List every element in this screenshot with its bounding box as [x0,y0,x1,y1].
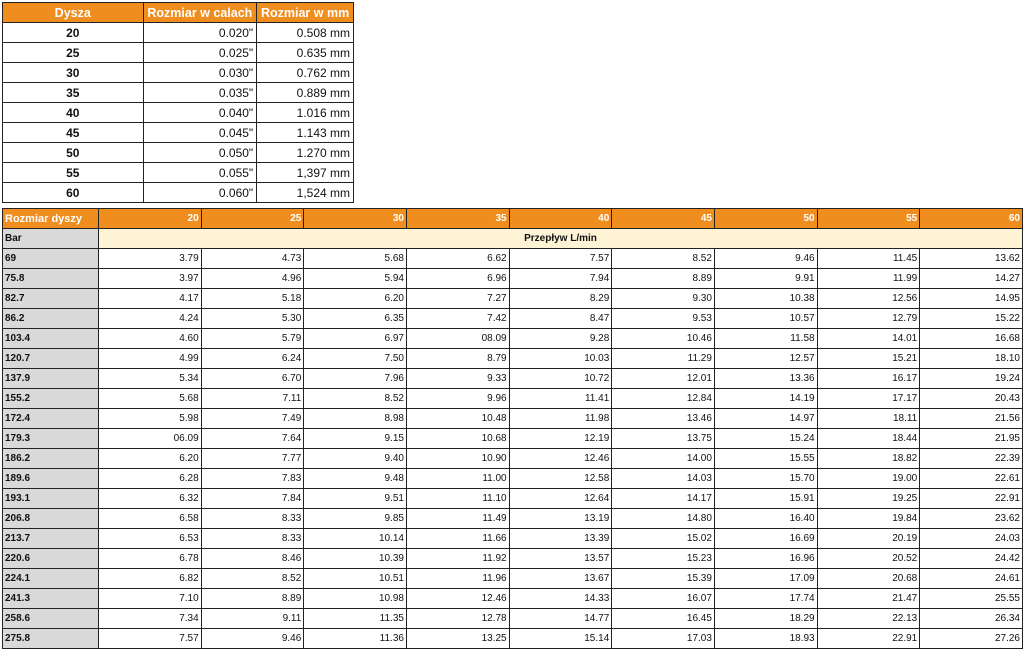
header-nozzle-55: 55 [817,209,920,229]
flow-value-cell: 4.24 [99,309,202,329]
table-row [3,509,1023,529]
flow-value-cell: 4.73 [201,249,304,269]
flow-value-cell: 11.99 [817,269,920,289]
flow-value-cell: 12.78 [406,609,509,629]
table-row [3,63,354,83]
flow-value-cell: 8.52 [304,389,407,409]
bar-cell: 275.8 [3,629,99,649]
flow-rate-table [2,208,1023,649]
flow-value-cell: 9.51 [304,489,407,509]
bar-cell: 69 [3,249,99,269]
bar-cell: 137.9 [3,369,99,389]
flow-value-cell: 16.40 [714,509,817,529]
flow-value-cell: 18.11 [817,409,920,429]
flow-value-cell: 22.61 [920,469,1023,489]
table-row [3,249,1023,269]
nozzle-cell: 45 [3,123,144,143]
flow-value-cell: 9.30 [612,289,715,309]
flow-value-cell: 16.45 [612,609,715,629]
size-inches-cell: 0.060" [143,183,257,203]
nozzle-cell: 55 [3,163,144,183]
flow-value-cell: 27.26 [920,629,1023,649]
flow-value-cell: 14.27 [920,269,1023,289]
bar-cell: 82.7 [3,289,99,309]
flow-value-cell: 24.03 [920,529,1023,549]
flow-value-cell: 14.80 [612,509,715,529]
flow-value-cell: 5.18 [201,289,304,309]
flow-value-cell: 15.91 [714,489,817,509]
flow-value-cell: 18.29 [714,609,817,629]
flow-value-cell: 9.40 [304,449,407,469]
flow-value-cell: 9.28 [509,329,612,349]
bar-cell: 241.3 [3,589,99,609]
flow-value-cell: 9.96 [406,389,509,409]
flow-value-cell: 5.94 [304,269,407,289]
flow-value-cell: 18.10 [920,349,1023,369]
flow-value-cell: 7.83 [201,469,304,489]
flow-value-cell: 11.98 [509,409,612,429]
flow-value-cell: 20.68 [817,569,920,589]
header-bar: Bar [3,229,99,249]
flow-value-cell: 22.13 [817,609,920,629]
bar-cell: 172.4 [3,409,99,429]
flow-value-cell: 22.91 [920,489,1023,509]
flow-value-cell: 19.25 [817,489,920,509]
flow-value-cell: 6.62 [406,249,509,269]
flow-value-cell: 11.92 [406,549,509,569]
flow-value-cell: 6.20 [304,289,407,309]
flow-value-cell: 16.68 [920,329,1023,349]
flow-value-cell: 10.72 [509,369,612,389]
flow-value-cell: 10.03 [509,349,612,369]
flow-value-cell: 9.91 [714,269,817,289]
flow-value-cell: 25.55 [920,589,1023,609]
size-inches-cell: 0.025" [143,43,257,63]
flow-value-cell: 10.57 [714,309,817,329]
bar-cell: 189.6 [3,469,99,489]
table-row [3,183,354,203]
nozzle-size-table [2,2,354,203]
flow-value-cell: 23.62 [920,509,1023,529]
flow-value-cell: 9.48 [304,469,407,489]
flow-value-cell: 4.17 [99,289,202,309]
table-row [3,629,1023,649]
flow-value-cell: 12.64 [509,489,612,509]
flow-value-cell: 9.33 [406,369,509,389]
bar-cell: 120.7 [3,349,99,369]
flow-value-cell: 5.68 [304,249,407,269]
flow-value-cell: 11.96 [406,569,509,589]
flow-value-cell: 6.97 [304,329,407,349]
flow-value-cell: 13.19 [509,509,612,529]
flow-value-cell: 15.02 [612,529,715,549]
flow-value-cell: 12.19 [509,429,612,449]
flow-value-cell: 17.03 [612,629,715,649]
table-row [3,23,354,43]
flow-value-cell: 10.14 [304,529,407,549]
flow-value-cell: 11.41 [509,389,612,409]
flow-value-cell: 6.20 [99,449,202,469]
flow-value-cell: 11.29 [612,349,715,369]
flow-value-cell: 10.90 [406,449,509,469]
flow-value-cell: 6.35 [304,309,407,329]
flow-value-cell: 19.24 [920,369,1023,389]
flow-value-cell: 3.97 [99,269,202,289]
flow-value-cell: 6.82 [99,569,202,589]
flow-value-cell: 5.30 [201,309,304,329]
flow-value-cell: 5.34 [99,369,202,389]
nozzle-size-header-row [3,3,354,23]
table-row [3,529,1023,549]
flow-value-cell: 11.36 [304,629,407,649]
table-row [3,143,354,163]
flow-value-cell: 22.39 [920,449,1023,469]
flow-value-cell: 7.27 [406,289,509,309]
flow-value-cell: 10.38 [714,289,817,309]
flow-value-cell: 15.70 [714,469,817,489]
table-row [3,569,1023,589]
size-mm-cell: 0.508 mm [257,23,354,43]
flow-value-cell: 6.70 [201,369,304,389]
flow-value-cell: 12.79 [817,309,920,329]
table-row [3,123,354,143]
header-size-inches: Rozmiar w calach [143,3,257,23]
flow-value-cell: 24.42 [920,549,1023,569]
size-inches-cell: 0.020" [143,23,257,43]
header-nozzle-45: 45 [612,209,715,229]
flow-value-cell: 10.68 [406,429,509,449]
flow-value-cell: 11.66 [406,529,509,549]
flow-value-cell: 6.58 [99,509,202,529]
header-nozzle-50: 50 [714,209,817,229]
flow-value-cell: 8.52 [612,249,715,269]
size-mm-cell: 1.270 mm [257,143,354,163]
header-nozzle-25: 25 [201,209,304,229]
flow-value-cell: 4.96 [201,269,304,289]
flow-value-cell: 13.36 [714,369,817,389]
flow-value-cell: 19.00 [817,469,920,489]
size-mm-cell: 1,397 mm [257,163,354,183]
table-row [3,489,1023,509]
flow-value-cell: 9.85 [304,509,407,529]
bar-cell: 206.8 [3,509,99,529]
nozzle-cell: 20 [3,23,144,43]
flow-value-cell: 6.78 [99,549,202,569]
flow-value-cell: 8.89 [201,589,304,609]
flow-value-cell: 11.45 [817,249,920,269]
flow-value-cell: 6.96 [406,269,509,289]
flow-value-cell: 7.64 [201,429,304,449]
header-size-mm: Rozmiar w mm [257,3,354,23]
flow-unit-row [3,229,1023,249]
flow-value-cell: 21.95 [920,429,1023,449]
flow-value-cell: 6.32 [99,489,202,509]
flow-value-cell: 19.84 [817,509,920,529]
flow-value-cell: 16.17 [817,369,920,389]
bar-cell: 86.2 [3,309,99,329]
flow-value-cell: 13.62 [920,249,1023,269]
header-nozzle-60: 60 [920,209,1023,229]
size-inches-cell: 0.045" [143,123,257,143]
flow-value-cell: 12.56 [817,289,920,309]
flow-value-cell: 13.39 [509,529,612,549]
size-inches-cell: 0.035" [143,83,257,103]
flow-value-cell: 18.93 [714,629,817,649]
table-row [3,609,1023,629]
flow-value-cell: 18.82 [817,449,920,469]
flow-value-cell: 16.69 [714,529,817,549]
flow-value-cell: 17.09 [714,569,817,589]
bar-cell: 258.6 [3,609,99,629]
flow-value-cell: 7.34 [99,609,202,629]
header-nozzle-20: 20 [99,209,202,229]
header-nozzle-size: Rozmiar dyszy [3,209,99,229]
flow-value-cell: 9.46 [714,249,817,269]
flow-value-cell: 14.77 [509,609,612,629]
flow-value-cell: 11.35 [304,609,407,629]
flow-value-cell: 4.60 [99,329,202,349]
size-inches-cell: 0.055" [143,163,257,183]
table-row [3,163,354,183]
flow-value-cell: 7.42 [406,309,509,329]
table-row [3,83,354,103]
flow-header-row [3,209,1023,229]
flow-value-cell: 14.00 [612,449,715,469]
flow-value-cell: 8.52 [201,569,304,589]
header-nozzle-40: 40 [509,209,612,229]
flow-value-cell: 15.14 [509,629,612,649]
flow-value-cell: 18.44 [817,429,920,449]
nozzle-cell: 60 [3,183,144,203]
bar-cell: 155.2 [3,389,99,409]
table-row [3,429,1023,449]
flow-value-cell: 12.46 [509,449,612,469]
size-mm-cell: 1.016 mm [257,103,354,123]
flow-value-cell: 15.22 [920,309,1023,329]
flow-value-cell: 8.33 [201,529,304,549]
flow-value-cell: 9.11 [201,609,304,629]
flow-value-cell: 15.39 [612,569,715,589]
size-mm-cell: 1.143 mm [257,123,354,143]
table-row [3,269,1023,289]
flow-value-cell: 8.79 [406,349,509,369]
flow-value-cell: 13.67 [509,569,612,589]
size-inches-cell: 0.040" [143,103,257,123]
flow-value-cell: 10.39 [304,549,407,569]
flow-value-cell: 11.00 [406,469,509,489]
table-row [3,589,1023,609]
flow-value-cell: 14.97 [714,409,817,429]
size-mm-cell: 0.889 mm [257,83,354,103]
flow-value-cell: 21.56 [920,409,1023,429]
bar-cell: 103.4 [3,329,99,349]
flow-value-cell: 10.48 [406,409,509,429]
table-row [3,289,1023,309]
flow-value-cell: 8.29 [509,289,612,309]
header-nozzle-30: 30 [304,209,407,229]
header-flow-unit: Przepływ L/min [99,229,1023,249]
flow-value-cell: 12.57 [714,349,817,369]
flow-value-cell: 5.98 [99,409,202,429]
flow-value-cell: 8.98 [304,409,407,429]
flow-value-cell: 15.24 [714,429,817,449]
header-nozzle: Dysza [3,3,144,23]
table-row [3,409,1023,429]
flow-value-cell: 15.21 [817,349,920,369]
flow-value-cell: 8.46 [201,549,304,569]
nozzle-cell: 40 [3,103,144,123]
flow-value-cell: 13.57 [509,549,612,569]
flow-value-cell: 14.17 [612,489,715,509]
flow-value-cell: 6.24 [201,349,304,369]
flow-value-cell: 17.17 [817,389,920,409]
flow-value-cell: 11.58 [714,329,817,349]
flow-value-cell: 8.47 [509,309,612,329]
table-row [3,369,1023,389]
flow-value-cell: 7.77 [201,449,304,469]
flow-value-cell: 14.19 [714,389,817,409]
table-row [3,43,354,63]
bar-cell: 75.8 [3,269,99,289]
table-row [3,449,1023,469]
flow-value-cell: 9.15 [304,429,407,449]
size-mm-cell: 1,524 mm [257,183,354,203]
flow-value-cell: 10.98 [304,589,407,609]
bar-cell: 179.3 [3,429,99,449]
flow-value-cell: 7.96 [304,369,407,389]
flow-value-cell: 3.79 [99,249,202,269]
flow-value-cell: 7.50 [304,349,407,369]
table-row [3,389,1023,409]
bar-cell: 213.7 [3,529,99,549]
bar-cell: 224.1 [3,569,99,589]
flow-value-cell: 7.49 [201,409,304,429]
flow-value-cell: 10.46 [612,329,715,349]
table-row [3,469,1023,489]
flow-value-cell: 5.79 [201,329,304,349]
flow-value-cell: 26.34 [920,609,1023,629]
flow-value-cell: 7.94 [509,269,612,289]
table-row [3,329,1023,349]
flow-value-cell: 15.23 [612,549,715,569]
flow-value-cell: 4.99 [99,349,202,369]
nozzle-cell: 25 [3,43,144,63]
flow-value-cell: 7.84 [201,489,304,509]
flow-value-cell: 12.58 [509,469,612,489]
flow-value-cell: 20.19 [817,529,920,549]
flow-value-cell: 22.91 [817,629,920,649]
header-nozzle-35: 35 [406,209,509,229]
flow-value-cell: 13.25 [406,629,509,649]
bar-cell: 186.2 [3,449,99,469]
flow-value-cell: 20.43 [920,389,1023,409]
flow-value-cell: 7.57 [99,629,202,649]
table-row [3,103,354,123]
flow-value-cell: 24.61 [920,569,1023,589]
flow-value-cell: 12.01 [612,369,715,389]
flow-value-cell: 14.03 [612,469,715,489]
size-mm-cell: 0.762 mm [257,63,354,83]
flow-value-cell: 14.95 [920,289,1023,309]
size-inches-cell: 0.050" [143,143,257,163]
flow-value-cell: 6.53 [99,529,202,549]
flow-value-cell: 6.28 [99,469,202,489]
nozzle-cell: 50 [3,143,144,163]
flow-value-cell: 8.33 [201,509,304,529]
flow-value-cell: 15.55 [714,449,817,469]
size-mm-cell: 0.635 mm [257,43,354,63]
size-inches-cell: 0.030" [143,63,257,83]
flow-value-cell: 13.75 [612,429,715,449]
flow-value-cell: 9.46 [201,629,304,649]
flow-value-cell: 21.47 [817,589,920,609]
flow-value-cell: 7.11 [201,389,304,409]
flow-value-cell: 08.09 [406,329,509,349]
table-row [3,349,1023,369]
flow-value-cell: 20.52 [817,549,920,569]
flow-value-cell: 7.57 [509,249,612,269]
flow-value-cell: 9.53 [612,309,715,329]
flow-value-cell: 14.33 [509,589,612,609]
flow-value-cell: 06.09 [99,429,202,449]
flow-value-cell: 13.46 [612,409,715,429]
flow-value-cell: 16.96 [714,549,817,569]
flow-value-cell: 17.74 [714,589,817,609]
table-row [3,309,1023,329]
nozzle-cell: 30 [3,63,144,83]
flow-value-cell: 16.07 [612,589,715,609]
nozzle-cell: 35 [3,83,144,103]
flow-value-cell: 11.49 [406,509,509,529]
bar-cell: 193.1 [3,489,99,509]
flow-value-cell: 5.68 [99,389,202,409]
flow-value-cell: 8.89 [612,269,715,289]
flow-value-cell: 14.01 [817,329,920,349]
flow-value-cell: 12.84 [612,389,715,409]
flow-value-cell: 7.10 [99,589,202,609]
flow-value-cell: 11.10 [406,489,509,509]
table-row [3,549,1023,569]
flow-value-cell: 10.51 [304,569,407,589]
flow-value-cell: 12.46 [406,589,509,609]
bar-cell: 220.6 [3,549,99,569]
